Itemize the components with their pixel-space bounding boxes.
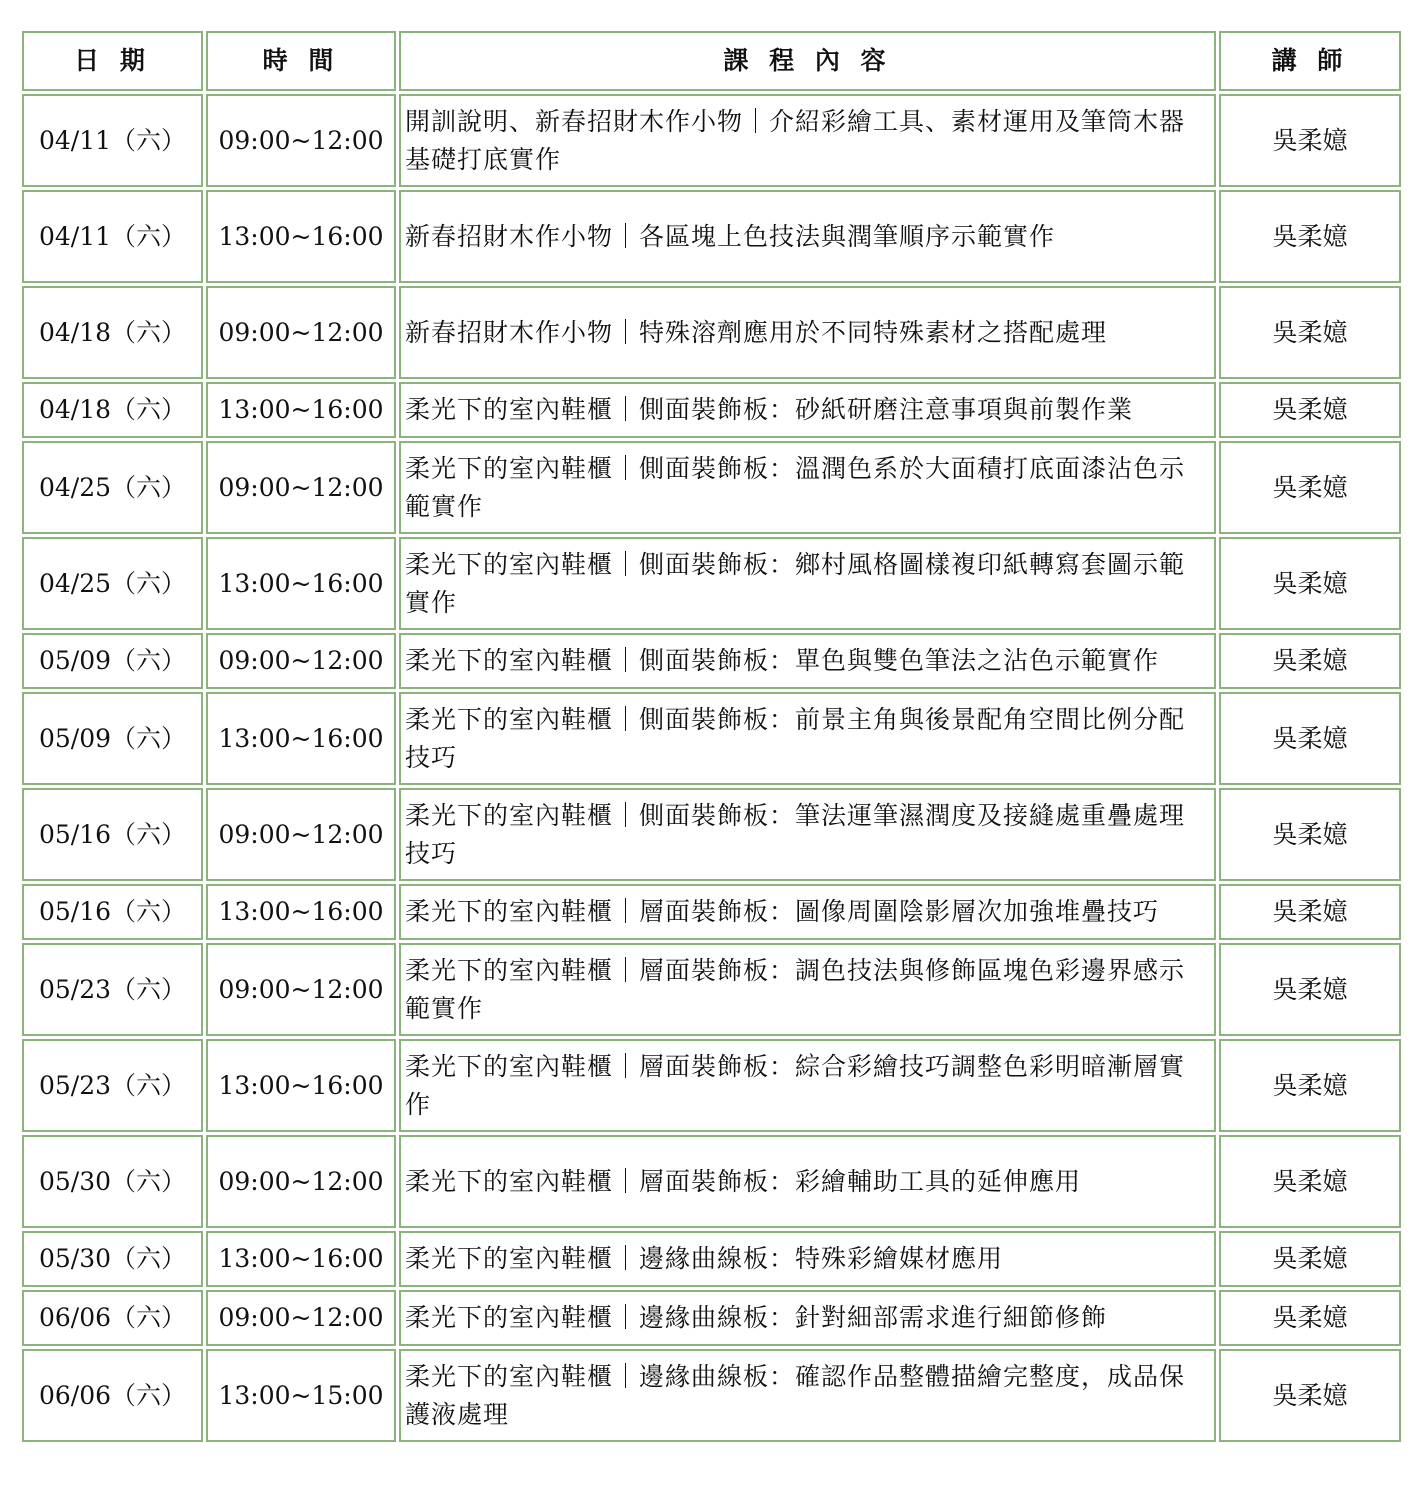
time-cell: 09:00~12:00 [206, 94, 396, 187]
table-row [22, 788, 1401, 881]
content-cell: 柔光下的室內鞋櫃｜側面裝飾板：前景主角與後景配角空間比例分配技巧 [399, 692, 1216, 785]
teacher-cell: 吳柔嬑 [1219, 1349, 1401, 1442]
date-cell: 04/18（六） [22, 382, 203, 438]
table-row [22, 692, 1401, 785]
teacher-cell: 吳柔嬑 [1219, 943, 1401, 1036]
table-row [22, 943, 1401, 1036]
time-cell: 13:00~16:00 [206, 1231, 396, 1287]
time-cell: 13:00~16:00 [206, 1039, 396, 1132]
table-row [22, 884, 1401, 940]
date-cell: 04/25（六） [22, 441, 203, 534]
teacher-cell: 吳柔嬑 [1219, 692, 1401, 785]
teacher-cell: 吳柔嬑 [1219, 633, 1401, 689]
time-cell: 13:00~16:00 [206, 884, 396, 940]
content-cell: 柔光下的室內鞋櫃｜層面裝飾板：綜合彩繪技巧調整色彩明暗漸層實作 [399, 1039, 1216, 1132]
header-date: 日 期 [22, 31, 203, 91]
table-row [22, 1231, 1401, 1287]
table-row [22, 94, 1401, 187]
content-cell: 柔光下的室內鞋櫃｜邊緣曲線板：特殊彩繪媒材應用 [399, 1231, 1216, 1287]
header-content: 課 程 內 容 [399, 31, 1216, 91]
time-cell: 09:00~12:00 [206, 1135, 396, 1228]
date-cell: 06/06（六） [22, 1349, 203, 1442]
table-row [22, 1039, 1401, 1132]
time-cell: 09:00~12:00 [206, 441, 396, 534]
table-row [22, 1290, 1401, 1346]
content-cell: 柔光下的室內鞋櫃｜層面裝飾板：調色技法與修飾區塊色彩邊界感示範實作 [399, 943, 1216, 1036]
time-cell: 13:00~16:00 [206, 692, 396, 785]
table-row [22, 190, 1401, 283]
time-cell: 13:00~15:00 [206, 1349, 396, 1442]
date-cell: 05/23（六） [22, 943, 203, 1036]
date-cell: 05/09（六） [22, 633, 203, 689]
content-cell: 柔光下的室內鞋櫃｜側面裝飾板：筆法運筆濕潤度及接縫處重疊處理技巧 [399, 788, 1216, 881]
time-cell: 13:00~16:00 [206, 382, 396, 438]
table-row [22, 1349, 1401, 1442]
time-cell: 13:00~16:00 [206, 537, 396, 630]
content-cell: 新春招財木作小物｜特殊溶劑應用於不同特殊素材之搭配處理 [399, 286, 1216, 379]
teacher-cell: 吳柔嬑 [1219, 441, 1401, 534]
date-cell: 05/23（六） [22, 1039, 203, 1132]
table-row [22, 537, 1401, 630]
content-cell: 柔光下的室內鞋櫃｜邊緣曲線板：確認作品整體描繪完整度，成品保護液處理 [399, 1349, 1216, 1442]
content-cell: 新春招財木作小物｜各區塊上色技法與潤筆順序示範實作 [399, 190, 1216, 283]
teacher-cell: 吳柔嬑 [1219, 1039, 1401, 1132]
content-cell: 柔光下的室內鞋櫃｜側面裝飾板：單色與雙色筆法之沾色示範實作 [399, 633, 1216, 689]
content-cell: 柔光下的室內鞋櫃｜層面裝飾板：彩繪輔助工具的延伸應用 [399, 1135, 1216, 1228]
teacher-cell: 吳柔嬑 [1219, 286, 1401, 379]
table-row [22, 286, 1401, 379]
teacher-cell: 吳柔嬑 [1219, 884, 1401, 940]
date-cell: 04/18（六） [22, 286, 203, 379]
table-row [22, 633, 1401, 689]
header-teacher: 講 師 [1219, 31, 1401, 91]
teacher-cell: 吳柔嬑 [1219, 788, 1401, 881]
table-row [22, 441, 1401, 534]
date-cell: 05/09（六） [22, 692, 203, 785]
course-schedule [22, 31, 1392, 1445]
teacher-cell: 吳柔嬑 [1219, 1290, 1401, 1346]
header-time: 時 間 [206, 31, 396, 91]
time-cell: 09:00~12:00 [206, 286, 396, 379]
teacher-cell: 吳柔嬑 [1219, 537, 1401, 630]
date-cell: 04/11（六） [22, 94, 203, 187]
teacher-cell: 吳柔嬑 [1219, 382, 1401, 438]
schedule-table [19, 28, 1404, 1445]
date-cell: 05/30（六） [22, 1231, 203, 1287]
date-cell: 06/06（六） [22, 1290, 203, 1346]
table-row [22, 382, 1401, 438]
teacher-cell: 吳柔嬑 [1219, 1135, 1401, 1228]
teacher-cell: 吳柔嬑 [1219, 94, 1401, 187]
date-cell: 04/25（六） [22, 537, 203, 630]
time-cell: 09:00~12:00 [206, 788, 396, 881]
content-cell: 柔光下的室內鞋櫃｜側面裝飾板：砂紙研磨注意事項與前製作業 [399, 382, 1216, 438]
time-cell: 09:00~12:00 [206, 633, 396, 689]
time-cell: 09:00~12:00 [206, 943, 396, 1036]
content-cell: 開訓說明、新春招財木作小物｜介紹彩繪工具、素材運用及筆筒木器基礎打底實作 [399, 94, 1216, 187]
teacher-cell: 吳柔嬑 [1219, 1231, 1401, 1287]
date-cell: 05/16（六） [22, 788, 203, 881]
content-cell: 柔光下的室內鞋櫃｜邊緣曲線板：針對細部需求進行細節修飾 [399, 1290, 1216, 1346]
date-cell: 05/30（六） [22, 1135, 203, 1228]
teacher-cell: 吳柔嬑 [1219, 190, 1401, 283]
content-cell: 柔光下的室內鞋櫃｜側面裝飾板：溫潤色系於大面積打底面漆沾色示範實作 [399, 441, 1216, 534]
time-cell: 13:00~16:00 [206, 190, 396, 283]
table-row [22, 1135, 1401, 1228]
content-cell: 柔光下的室內鞋櫃｜層面裝飾板：圖像周圍陰影層次加強堆疊技巧 [399, 884, 1216, 940]
time-cell: 09:00~12:00 [206, 1290, 396, 1346]
content-cell: 柔光下的室內鞋櫃｜側面裝飾板：鄉村風格圖樣複印紙轉寫套圖示範實作 [399, 537, 1216, 630]
header-row [22, 31, 1401, 91]
date-cell: 05/16（六） [22, 884, 203, 940]
date-cell: 04/11（六） [22, 190, 203, 283]
